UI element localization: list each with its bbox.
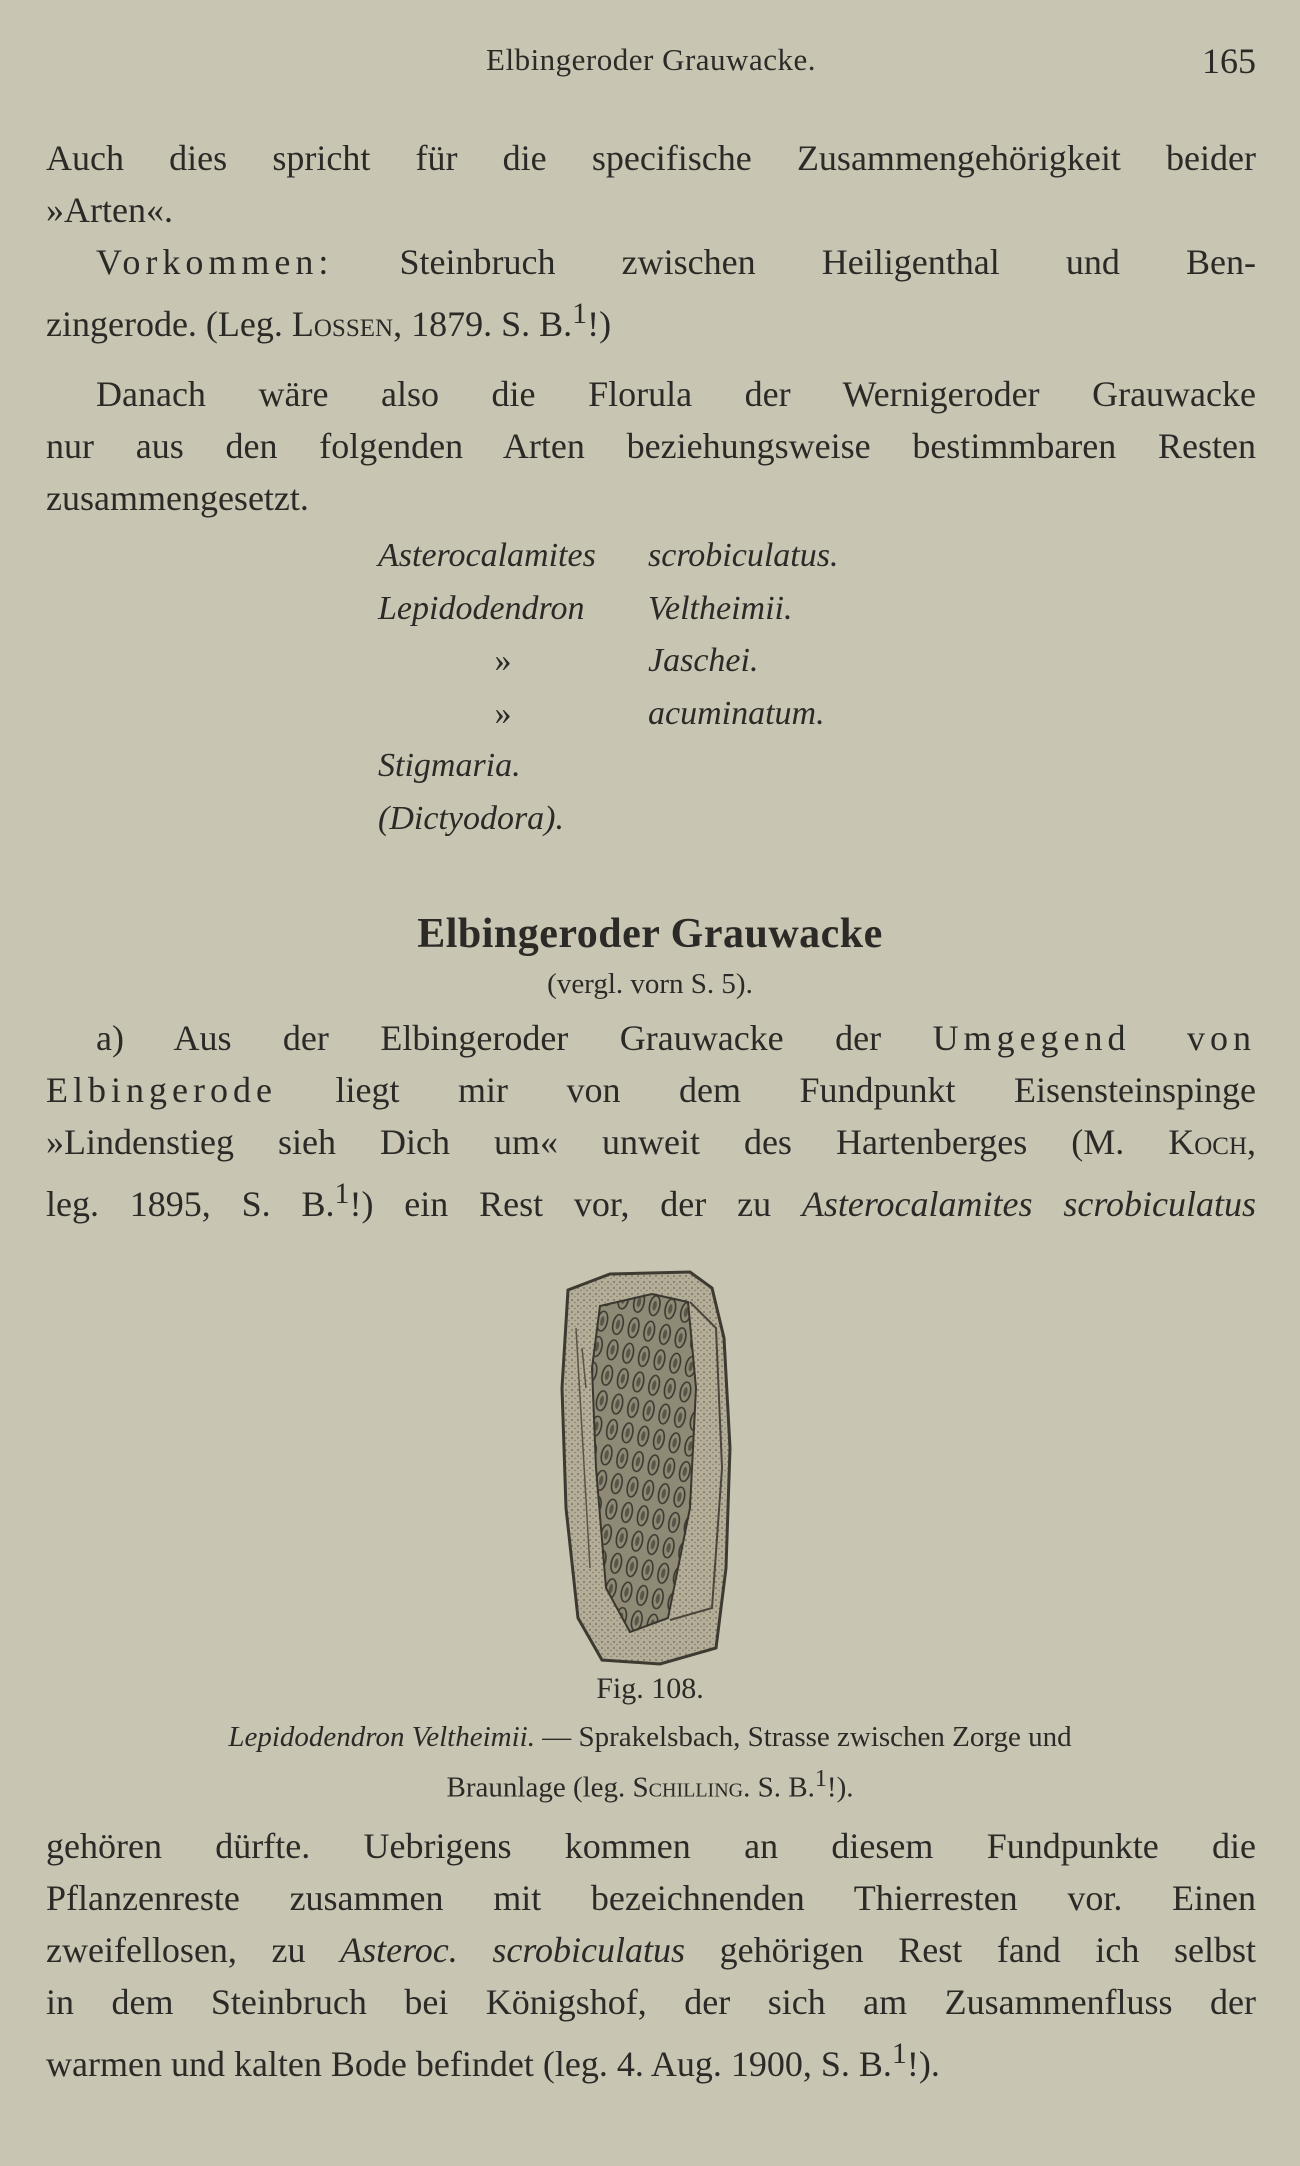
species-row xyxy=(378,530,838,583)
running-title: Elbingeroder Grauwacke. xyxy=(486,42,816,77)
species-name: acuminatum. xyxy=(648,694,825,732)
text-line xyxy=(46,1116,1256,1168)
footnote-mark: 1 xyxy=(334,1177,350,1210)
text-run: !) xyxy=(587,304,612,344)
text-run: a) Aus der Elbingeroder Grauwacke der xyxy=(96,1018,882,1058)
text-run: leg. 1895, S. B. xyxy=(46,1184,335,1224)
text-line: »Arten«. xyxy=(46,190,173,230)
section-title: Elbingeroder Grauwacke xyxy=(417,911,883,957)
intro-paragraph xyxy=(46,132,1256,350)
footnote-mark: 1 xyxy=(814,1765,827,1792)
paragraph-b xyxy=(46,1820,1256,2090)
genus-name: Asterocalamites xyxy=(378,537,596,574)
species-row xyxy=(378,688,838,741)
ditto-mark: » xyxy=(494,694,512,732)
vorkommen-line xyxy=(46,236,1256,288)
page-number: 165 xyxy=(1202,41,1256,81)
species-name: Asterocalamites scrobiculatus xyxy=(801,1184,1257,1224)
fossil-illustration xyxy=(540,1268,740,1668)
section-subtitle: (vergl. vorn S. 5). xyxy=(547,968,753,1000)
text-line xyxy=(46,2028,1256,2090)
text-run: !). xyxy=(826,1771,854,1804)
text-run: liegt mir von dem Fundpunkt Eisensteinspinge xyxy=(335,1070,1256,1110)
species-name: Asteroc. scrobiculatus xyxy=(340,1930,686,1970)
paragraph-a xyxy=(46,1012,1256,1230)
genus-name: (Dictyodora). xyxy=(378,799,565,837)
text-run: , 1879. S. B. xyxy=(393,304,573,344)
text-line: Auch dies spricht für die specifische Zusammengehörigkeit beider xyxy=(46,138,1256,178)
species-row xyxy=(378,583,838,636)
text-run: . S. B. xyxy=(743,1771,815,1804)
footnote-mark: 1 xyxy=(891,2037,907,2070)
text-run: zingerode. (Leg. xyxy=(46,304,283,344)
text-run: !) ein Rest vor, der zu xyxy=(349,1184,772,1224)
page-header xyxy=(46,42,1256,92)
text-line: zusammengesetzt. xyxy=(46,478,309,518)
text-run: warmen und kalten Bode befindet (leg. 4. Aug. 1900, S. B. xyxy=(46,2044,892,2084)
species-name: Jaschei. xyxy=(648,642,759,679)
text-run: !). xyxy=(906,2044,940,2084)
text-line xyxy=(46,1168,1256,1230)
species-name: Lepidodendron Veltheimii. xyxy=(228,1721,535,1753)
text-line xyxy=(46,1924,1256,1976)
figure-label: Fig. 108. xyxy=(596,1672,704,1705)
vorkommen-label: Vorkommen: xyxy=(96,242,334,282)
species-name: scrobiculatus. xyxy=(648,537,839,574)
vorkommen-text: Steinbruch zwischen Heiligenthal und Ben- xyxy=(399,242,1257,282)
text-line: nur aus den folgenden Arten beziehungsweise bestimmbaren Resten xyxy=(46,426,1256,466)
species-name: Veltheimii. xyxy=(648,589,793,627)
collector-name: Schilling xyxy=(632,1771,744,1804)
text-line xyxy=(46,1012,1256,1064)
collector-name: Koch xyxy=(1168,1122,1248,1162)
text-run: gehörigen Rest fand ich selbst xyxy=(719,1930,1257,1970)
figure-caption xyxy=(90,1716,1210,1809)
text-run: zweifellosen, zu xyxy=(46,1930,306,1970)
spaced-text: Umgegend von xyxy=(932,1018,1256,1058)
text-line: Pflanzenreste zusammen mit bezeichnenden Thierresten vor. Einen xyxy=(46,1878,1256,1918)
text-line: gehören dürfte. Uebrigens kommen an diesem Fundpunkte die xyxy=(46,1826,1256,1866)
genus-name: Stigmaria. xyxy=(378,747,521,784)
species-row xyxy=(378,740,838,793)
footnote-mark: 1 xyxy=(572,297,588,330)
collector-name: Lossen xyxy=(291,304,394,344)
text-run: »Lindenstieg sieh Dich um« unweit des Hartenberges (M. xyxy=(46,1122,1125,1162)
spaced-text: Elbingerode xyxy=(46,1070,277,1110)
text-run: , xyxy=(1247,1122,1257,1162)
species-row xyxy=(378,635,838,688)
caption-line xyxy=(90,1758,1210,1809)
text-run: — Sprakelsbach, Strasse zwischen Zorge und xyxy=(534,1721,1072,1753)
ditto-mark: » xyxy=(494,642,512,679)
genus-name: Lepidodendron xyxy=(378,589,585,627)
text-line: Danach wäre also die Florula der Wernigeroder Grauwacke xyxy=(96,374,1256,414)
text-run: Braunlage (leg. xyxy=(446,1771,626,1804)
caption-line xyxy=(90,1716,1210,1758)
florula-paragraph xyxy=(46,368,1256,524)
species-list xyxy=(378,530,838,845)
text-line xyxy=(46,1064,1256,1116)
vorkommen-line xyxy=(46,288,1256,350)
text-line: in dem Steinbruch bei Königshof, der sich am Zusammenfluss der xyxy=(46,1982,1256,2022)
species-row xyxy=(378,793,838,846)
